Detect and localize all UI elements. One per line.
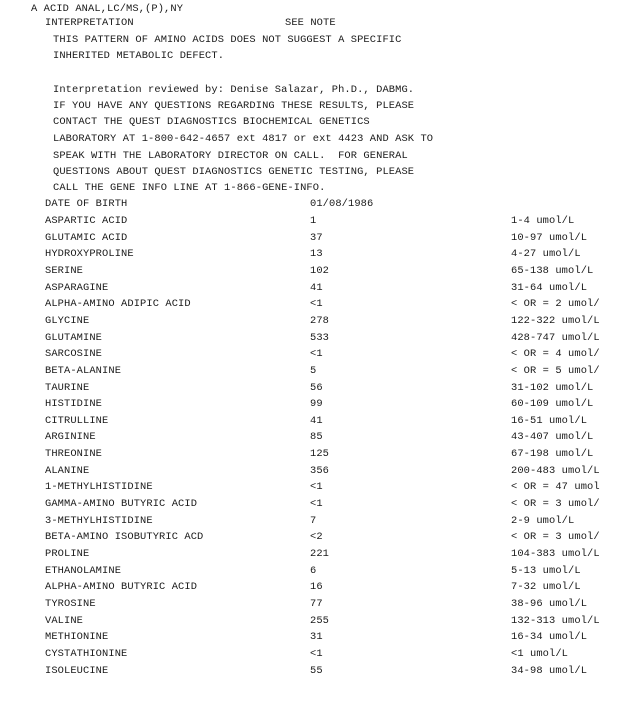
analyte-name: TYROSINE (45, 598, 96, 610)
reference-range: 2-9 umol/L (511, 514, 575, 527)
reference-range: 67-198 umol/L (511, 448, 594, 461)
table-row (0, 431, 637, 443)
analyte-value: 99 (310, 398, 323, 411)
analyte-name: VALINE (45, 614, 84, 627)
analyte-value: 77 (310, 598, 323, 610)
table-row (0, 465, 637, 477)
analyte-value: 6 (310, 564, 317, 577)
interpretation-value: SEE NOTE (285, 17, 336, 29)
analyte-value: 356 (310, 464, 330, 477)
analyte-name: ALPHA-AMINO ADIPIC ACID (45, 298, 191, 311)
analyte-name: GLUTAMIC ACID (45, 231, 128, 244)
analyte-name: METHIONINE (45, 631, 109, 644)
analyte-name: ALPHA-AMINO BUTYRIC ACID (45, 581, 198, 594)
finding-line: INHERITED METABOLIC DEFECT. (53, 50, 225, 62)
analyte-name: BETA-ALANINE (45, 364, 122, 377)
finding-line: THIS PATTERN OF AMINO ACIDS DOES NOT SUGGEST A SPECIFIC (53, 34, 402, 46)
table-row (0, 282, 637, 294)
analyte-value: 7 (310, 514, 317, 527)
analyte-name: SARCOSINE (45, 348, 103, 361)
dob-row (0, 198, 637, 210)
reference-range: 16-51 umol/L (511, 414, 588, 427)
table-row (0, 348, 637, 360)
table-row (0, 631, 637, 643)
reference-range: 10-97 umol/L (511, 231, 588, 244)
analyte-name: BETA-AMINO ISOBUTYRIC ACD (45, 531, 204, 544)
analyte-name: ASPARAGINE (45, 281, 109, 294)
contact-line: CALL THE GENE INFO LINE AT 1-866-GENE-INFO. (53, 182, 326, 194)
analyte-name: CYSTATHIONINE (45, 647, 128, 660)
analyte-name: GLUTAMINE (45, 331, 103, 344)
analyte-value: <1 (310, 647, 323, 660)
analyte-name: HISTIDINE (45, 398, 103, 411)
analyte-value: 31 (310, 631, 323, 644)
reference-range: < OR = 5 umol/ (511, 364, 600, 377)
reference-range: 122-322 umol/L (511, 314, 600, 327)
reference-range: 31-64 umol/L (511, 281, 588, 294)
analyte-name: HYDROXYPROLINE (45, 248, 134, 261)
panel-title: A ACID ANAL,LC/MS,(P),NY (31, 3, 184, 15)
reference-range: 65-138 umol/L (511, 264, 594, 277)
reference-range: 16-34 umol/L (511, 631, 588, 644)
table-row (0, 265, 637, 277)
analyte-name: CITRULLINE (45, 414, 109, 427)
table-row (0, 448, 637, 460)
analyte-value: <1 (310, 348, 323, 361)
reference-range: < OR = 4 umol/ (511, 348, 600, 361)
analyte-value: 125 (310, 448, 330, 461)
table-row (0, 398, 637, 410)
interpretation-row (0, 17, 637, 29)
analyte-value: 255 (310, 614, 330, 627)
interpretation-label: INTERPRETATION (45, 17, 134, 29)
reference-range: < OR = 3 umol/ (511, 498, 600, 510)
analyte-value: 16 (310, 581, 323, 594)
table-row (0, 581, 637, 593)
table-row (0, 415, 637, 427)
reference-range: 5-13 umol/L (511, 564, 581, 577)
table-row (0, 498, 637, 510)
analyte-value: <2 (310, 531, 323, 544)
contact-line: QUESTIONS ABOUT QUEST DIAGNOSTICS GENETIC TESTING, PLEASE (53, 166, 415, 178)
analyte-value: 55 (310, 664, 323, 677)
analyte-value: 56 (310, 381, 323, 394)
table-row (0, 648, 637, 660)
analyte-value: 37 (310, 231, 323, 244)
analyte-value: 221 (310, 548, 330, 560)
reference-range: 104-383 umol/L (511, 548, 600, 560)
analyte-name: GAMMA-AMINO BUTYRIC ACID (45, 498, 198, 510)
reference-range: 43-407 umol/L (511, 431, 594, 444)
table-row (0, 481, 637, 493)
table-row (0, 315, 637, 327)
reference-range: 1-4 umol/L (511, 215, 575, 227)
analyte-name: ASPARTIC ACID (45, 215, 128, 227)
contact-line: Interpretation reviewed by: Denise Salazar, Ph.D., DABMG. (53, 84, 415, 96)
analyte-value: <1 (310, 298, 323, 311)
analyte-value: 85 (310, 431, 323, 444)
table-row (0, 382, 637, 394)
table-row (0, 615, 637, 627)
analyte-name: PROLINE (45, 548, 90, 560)
table-row (0, 232, 637, 244)
dob-label: DATE OF BIRTH (45, 198, 128, 210)
analyte-value: <1 (310, 498, 323, 510)
table-row (0, 332, 637, 344)
analyte-name: THREONINE (45, 448, 103, 461)
analyte-name: GLYCINE (45, 314, 90, 327)
table-row (0, 515, 637, 527)
reference-range: 7-32 umol/L (511, 581, 581, 594)
table-row (0, 215, 637, 227)
reference-range: 200-483 umol/L (511, 464, 600, 477)
table-row (0, 248, 637, 260)
table-row (0, 548, 637, 560)
reference-range: 31-102 umol/L (511, 381, 594, 394)
analyte-name: 1-METHYLHISTIDINE (45, 481, 153, 494)
reference-range: 60-109 umol/L (511, 398, 594, 411)
reference-range: <1 umol/L (511, 647, 569, 660)
reference-range: 38-96 umol/L (511, 598, 588, 610)
analyte-value: 1 (310, 215, 317, 227)
contact-line: SPEAK WITH THE LABORATORY DIRECTOR ON CALL. FOR GENERAL (53, 150, 408, 162)
analyte-value: 41 (310, 414, 323, 427)
analyte-name: SERINE (45, 264, 84, 277)
analyte-value: 13 (310, 248, 323, 261)
reference-range: 132-313 umol/L (511, 614, 600, 627)
table-row (0, 598, 637, 610)
table-row (0, 365, 637, 377)
analyte-name: ISOLEUCINE (45, 664, 109, 677)
table-row (0, 565, 637, 577)
analyte-name: ETHANOLAMINE (45, 564, 122, 577)
reference-range: < OR = 3 umol/ (511, 531, 600, 544)
table-row (0, 665, 637, 677)
analyte-value: <1 (310, 481, 323, 494)
analyte-name: ARGININE (45, 431, 96, 444)
analyte-value: 533 (310, 331, 330, 344)
reference-range: 4-27 umol/L (511, 248, 581, 261)
analyte-value: 5 (310, 364, 317, 377)
contact-line: CONTACT THE QUEST DIAGNOSTICS BIOCHEMICAL GENETICS (53, 116, 370, 128)
reference-range: < OR = 2 umol/ (511, 298, 600, 311)
analyte-name: ALANINE (45, 464, 90, 477)
analyte-value: 41 (310, 281, 323, 294)
contact-line: LABORATORY AT 1-800-642-4657 ext 4817 or ext 4423 AND ASK TO (53, 133, 434, 145)
analyte-name: TAURINE (45, 381, 90, 394)
analyte-value: 102 (310, 264, 330, 277)
dob-value: 01/08/1986 (310, 198, 374, 210)
reference-range: 34-98 umol/L (511, 664, 588, 677)
analyte-name: 3-METHYLHISTIDINE (45, 514, 153, 527)
analyte-value: 278 (310, 314, 330, 327)
table-row (0, 298, 637, 310)
table-row (0, 531, 637, 543)
contact-line: IF YOU HAVE ANY QUESTIONS REGARDING THESE RESULTS, PLEASE (53, 100, 415, 112)
reference-range: < OR = 47 umol (511, 481, 600, 494)
reference-range: 428-747 umol/L (511, 331, 600, 344)
